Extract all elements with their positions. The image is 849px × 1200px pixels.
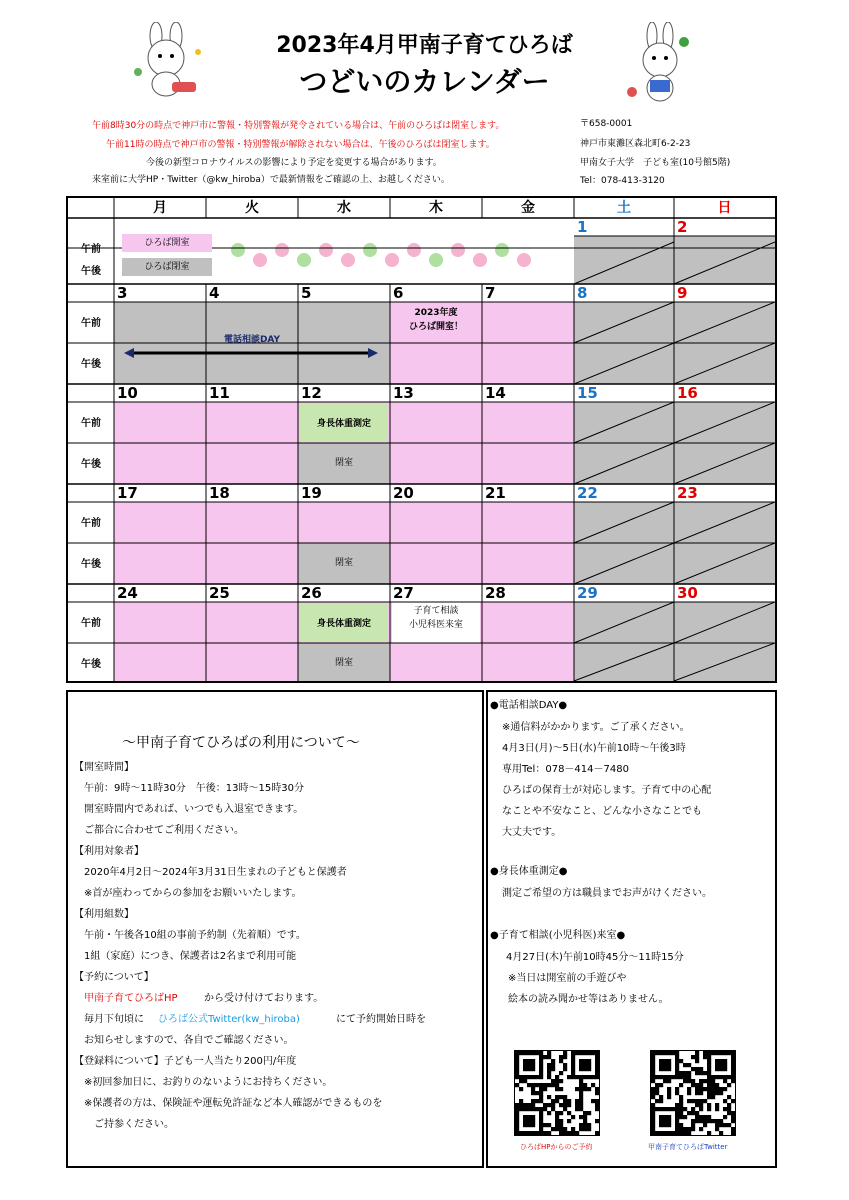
day-pm-cell	[390, 443, 482, 484]
weekday-header-2: 水	[337, 200, 351, 216]
date-number: 12	[301, 384, 322, 402]
legend-closed-swatch: ひろば閉室	[122, 258, 212, 276]
day-pm-cell	[482, 443, 574, 484]
phone-day-text: 大丈夫です。	[502, 827, 562, 838]
usage-text-line: ※首が座わってからの参加をお願いいたします。	[84, 888, 302, 899]
date-number: 20	[393, 484, 414, 502]
consult-text: 絵本の読み聞かせ等はありません。	[508, 994, 669, 1005]
notice-line: 今後の新型コロナウイルスの影響により予定を変更する場合があります。	[146, 158, 442, 168]
consult-text: 4月27日(木)午前10時45分～11時15分	[506, 952, 684, 963]
day-am-cell	[298, 502, 390, 543]
date-number: 8	[577, 284, 588, 302]
phone-day-text: 4月3日(月)～5日(水)午前10時～午後3時	[502, 743, 686, 754]
measure-text: 測定ご希望の方は職員までお声がけください。	[502, 888, 712, 899]
day-am-cell	[114, 502, 206, 543]
day-am-cell	[206, 602, 298, 643]
date-number: 17	[117, 484, 138, 502]
date-number: 30	[677, 584, 698, 602]
event-closed: 閉室	[334, 458, 353, 468]
day-pm-cell	[390, 643, 482, 681]
date-number: 16	[677, 384, 698, 402]
date-number: 21	[485, 484, 506, 502]
day-am-cell	[390, 402, 482, 443]
day-am-cell	[114, 402, 206, 443]
date-number: 11	[209, 384, 230, 402]
date-number: 28	[485, 584, 506, 602]
address-tel: Tel：078-413-3120	[580, 176, 665, 186]
page-subtitle: つどいのカレンダー	[299, 65, 550, 98]
date-number: 3	[117, 284, 128, 302]
weekday-header-5: 土	[617, 200, 631, 216]
usage-text-line: 毎月下旬頃に	[84, 1014, 144, 1025]
qr-caption-hp: ひろばHPからのご予約	[520, 1143, 593, 1151]
usage-section-heading: 【登録料について】子ども一人当たり200円/年度	[74, 1056, 297, 1067]
weekend-closed-cell	[674, 236, 775, 284]
date-number: 13	[393, 384, 414, 402]
date-number: 1	[577, 218, 588, 236]
day-pm-cell	[482, 343, 574, 384]
am-label: 午前	[81, 418, 101, 429]
date-number: 22	[577, 484, 598, 502]
day-am-cell	[390, 502, 482, 543]
day-pm-cell	[206, 643, 298, 681]
day-pm-cell	[206, 443, 298, 484]
qr-code-twitter[interactable]	[650, 1050, 736, 1136]
event-body-measure: 身長体重測定	[316, 619, 371, 629]
consult-heading: ●子育て相談(小児科医)来室●	[490, 930, 626, 941]
weekend-closed-cell	[674, 602, 775, 681]
qr-caption-twitter: 甲南子育てひろばTwitter	[648, 1143, 728, 1151]
usage-info-box	[66, 690, 484, 1168]
notice-line: 来室前に大学HP・Twitter（@kw_hiroba）で最新情報をご確認の上、お越しください。	[92, 175, 450, 185]
date-number: 27	[393, 584, 414, 602]
date-number: 9	[677, 284, 688, 302]
usage-text-line: 開室時間内であれば、いつでも入退室できます。	[84, 804, 304, 815]
notice-line: 午前11時の時点で神戸市の警報・特別警報が解除されない場合は、午後のひろばは閉室します。	[106, 140, 495, 150]
date-number: 25	[209, 584, 230, 602]
address-zip: 〒658-0001	[580, 119, 633, 129]
weekday-header-1: 火	[245, 200, 259, 216]
weekend-closed-cell	[574, 236, 674, 284]
legend-open-swatch: ひろば開室	[122, 234, 212, 252]
pm-label: 午後	[81, 659, 101, 670]
day-pm-cell	[482, 643, 574, 681]
usage-section-heading: 【利用組数】	[74, 909, 134, 920]
day-pm-cell	[114, 443, 206, 484]
day-pm-cell	[298, 343, 390, 384]
usage-text-line: 1組（家庭）につき、保護者は2名まで利用可能	[84, 951, 297, 962]
measure-heading: ●身長体重測定●	[490, 866, 568, 877]
am-label: 午前	[81, 618, 101, 629]
usage-text-line: ※保護者の方は、保険証や運転免許証など本人確認ができるものを	[84, 1098, 383, 1109]
date-number: 19	[301, 484, 322, 502]
day-pm-cell	[206, 543, 298, 584]
pm-label: 午後	[81, 266, 101, 277]
day-am-cell	[482, 302, 574, 343]
weekday-header-4: 金	[521, 200, 535, 216]
day-am-cell	[482, 602, 574, 643]
notice-line: 午前8時30分の時点で神戸市に警報・特別警報が発令されている場合は、午前のひろばは閉室します。	[92, 121, 505, 131]
date-number: 4	[209, 284, 220, 302]
day-pm-cell	[390, 543, 482, 584]
weekday-header-6: 日	[717, 200, 732, 216]
weekend-closed-cell	[574, 602, 674, 681]
date-number: 24	[117, 584, 138, 602]
date-number: 29	[577, 584, 598, 602]
date-number: 15	[577, 384, 598, 402]
usage-text-line: ※初回参加日に、お釣りのないようにお持ちください。	[84, 1077, 333, 1088]
usage-text-line: ご持参ください。	[94, 1119, 174, 1130]
address-city: 神戸市東灘区森北町6-2-23	[580, 139, 691, 149]
date-number: 18	[209, 484, 230, 502]
date-number: 6	[393, 284, 404, 302]
address-place: 甲南女子大学 子ども室(10号館5階)	[580, 158, 731, 168]
weekday-header-0: 月	[153, 200, 167, 216]
phone-day-text: ひろばの保育士が対応します。子育て中の心配	[502, 785, 712, 796]
sakura-decoration	[231, 243, 531, 267]
usage-text-line: お知らせしますので、各自でご確認ください。	[84, 1035, 294, 1046]
usage-section-heading: 【利用対象者】	[74, 846, 144, 857]
date-number: 7	[485, 284, 496, 302]
day-am-cell	[206, 402, 298, 443]
day-am-cell	[482, 402, 574, 443]
day-pm-cell	[390, 343, 482, 384]
event-body-measure: 身長体重測定	[316, 419, 371, 429]
usage-text-line: ご都合に合わせてご利用ください。	[84, 825, 244, 836]
day-pm-cell	[114, 643, 206, 681]
reserve-hp-link: 甲南子育てひろばHP	[84, 993, 178, 1004]
usage-text-line: 2020年4月2日～2024年3月31日生まれの子どもと保護者	[84, 867, 347, 878]
usage-text-line: から受け付けております。	[204, 993, 324, 1004]
page-title: 2023年4月甲南子育てひろば	[276, 33, 573, 58]
phone-day-text: ※通信料がかかります。ご了承ください。	[502, 722, 690, 733]
event-info-box	[486, 690, 777, 1168]
event-new-year-open: 2023年度 ひろば開室！	[408, 308, 463, 332]
usage-text-line: 午前・午後各10組の事前予約制（先着順）です。	[84, 930, 306, 941]
usage-title: ～甲南子育てひろばの利用について～	[122, 735, 360, 751]
day-pm-cell	[114, 543, 206, 584]
event-closed: 閉室	[334, 558, 353, 568]
am-label: 午前	[81, 318, 101, 329]
event-consult: 子育て相談 小児科医来室	[408, 606, 463, 630]
phone-day-text: 専用Tel：078－414－7480	[502, 764, 629, 775]
date-number: 5	[301, 284, 312, 302]
phone-day-text: なことや不安なこと、どんな小さなことでも	[502, 806, 702, 817]
date-number: 14	[485, 384, 506, 402]
pm-label: 午後	[81, 459, 101, 470]
usage-text-line: にて予約開始日時を	[336, 1014, 426, 1025]
phone-day-label: 電話相談DAY	[223, 335, 281, 345]
usage-text-line: 午前：9時～11時30分 午後：13時～15時30分	[84, 783, 304, 794]
pm-label: 午後	[81, 559, 101, 570]
date-number: 26	[301, 584, 322, 602]
day-pm-cell	[114, 343, 206, 384]
date-number: 2	[677, 218, 688, 236]
pm-label: 午後	[81, 359, 101, 370]
twitter-link: ひろば公式Twitter(kw_hiroba)	[158, 1014, 300, 1025]
qr-code-hp[interactable]	[514, 1050, 600, 1136]
day-pm-cell	[482, 543, 574, 584]
consult-text: ※当日は開室前の手遊びや	[508, 973, 627, 984]
phone-day-heading: ●電話相談DAY●	[490, 700, 568, 711]
day-am-cell	[482, 502, 574, 543]
weekday-header-3: 木	[429, 200, 443, 216]
day-am-cell	[206, 502, 298, 543]
day-pm-cell	[206, 343, 298, 384]
event-closed: 閉室	[334, 658, 353, 668]
date-number: 10	[117, 384, 138, 402]
day-am-cell	[114, 602, 206, 643]
date-number: 23	[677, 484, 698, 502]
am-label: 午前	[81, 244, 101, 255]
usage-section-heading: 【開室時間】	[74, 762, 134, 773]
usage-section-heading: 【予約について】	[74, 972, 154, 983]
calendar-grid	[66, 196, 777, 683]
am-label: 午前	[81, 518, 101, 529]
